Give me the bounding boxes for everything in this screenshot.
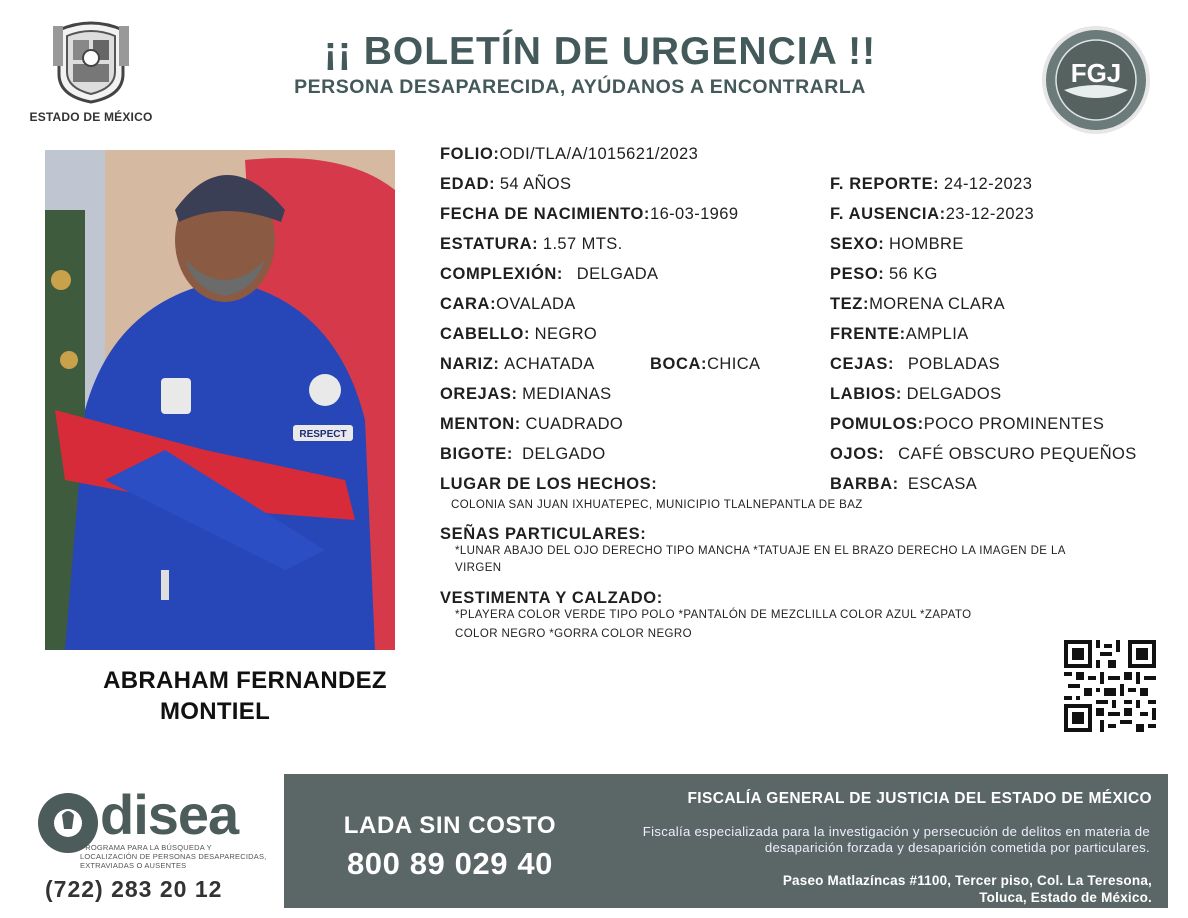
field-cejas: [830, 355, 1000, 374]
qr-code-icon[interactable]: [1064, 640, 1156, 732]
field-f-reporte: [830, 175, 1032, 194]
senas-label: SEÑAS PARTICULARES:: [440, 525, 647, 543]
field-value: ACHATADA: [504, 355, 595, 373]
lada-number[interactable]: 800 89 029 40: [346, 846, 554, 881]
field-value: MORENA CLARA: [869, 295, 1005, 313]
odisea-description: PROGRAMA PARA LA BÚSQUEDA Y LOCALIZACIÓN DE PERSONAS DESAPARECIDAS, EXTRAVIADAS O AUSENTES: [80, 843, 267, 870]
field-value: DELGADO: [522, 445, 606, 463]
estado-de-mexico-logo: [28, 18, 154, 124]
bulletin-title: ¡¡ BOLETÍN DE URGENCIA !!: [323, 30, 877, 73]
field-label: BIGOTE:: [440, 445, 513, 463]
field-lugar-hechos: [440, 475, 657, 494]
field-label: PESO:: [830, 265, 885, 283]
field-value: 24-12-2023: [943, 175, 1033, 193]
field-label: OJOS:: [830, 445, 885, 463]
field-label: FRENTE:: [830, 325, 906, 343]
field-menton: [440, 415, 623, 434]
field-cabello: [440, 325, 597, 344]
field-label: FECHA DE NACIMIENTO:: [440, 205, 650, 223]
field-value: ODI/TLA/A/1015621/2023: [499, 145, 699, 163]
field-label: POMULOS:: [830, 415, 924, 433]
field-value: CHICA: [707, 355, 761, 373]
field-label: LUGAR DE LOS HECHOS:: [440, 475, 658, 493]
field-label: COMPLEXIÓN:: [440, 265, 564, 283]
field-label: EDAD:: [440, 175, 496, 193]
field-folio: [440, 145, 698, 164]
fgj-logo-text: FGJ: [1070, 58, 1122, 88]
senas-text: [455, 543, 1135, 577]
field-complexion: [440, 265, 658, 284]
fiscalia-description: Fiscalía especializada para la investigación y persecución de delitos en materia de desaparición forzada y desaparición cometida por particulares.: [642, 824, 1150, 855]
field-ojos: [830, 445, 1137, 464]
vestimenta-label: VESTIMENTA Y CALZADO:: [440, 589, 663, 607]
vestimenta-line-2: COLOR NEGRO *GORRA COLOR NEGRO: [455, 628, 692, 640]
coat-of-arms-icon: [51, 18, 131, 104]
field-cara: [440, 295, 576, 314]
field-value: NEGRO: [534, 325, 598, 343]
field-value: 16-03-1969: [650, 205, 739, 223]
field-value: 23-12-2023: [945, 205, 1035, 223]
odisea-phone[interactable]: (722) 283 20 12: [45, 876, 223, 902]
odisea-wordmark: disea: [100, 783, 239, 846]
field-value: OVALADA: [496, 295, 576, 313]
field-labios: [830, 385, 1002, 404]
field-label: BOCA:: [650, 355, 708, 373]
field-f-ausencia: [830, 205, 1034, 224]
field-value: CUADRADO: [525, 415, 624, 433]
field-label: NARIZ:: [440, 355, 500, 373]
field-value: POBLADAS: [907, 355, 1001, 373]
field-label: F. REPORTE:: [830, 175, 940, 193]
field-value: 54 AÑOS: [499, 175, 572, 193]
senas-line-1: *LUNAR ABAJO DEL OJO DERECHO TIPO MANCHA *TATUAJE EN EL BRAZO DERECHO LA IMAGEN DE LA: [455, 545, 1066, 557]
field-nariz: [440, 355, 595, 374]
fgj-seal-icon: [1040, 24, 1152, 136]
name-line-1: ABRAHAM FERNANDEZ: [103, 667, 387, 694]
field-estatura: [440, 235, 623, 254]
field-barba: [830, 475, 977, 494]
field-label: LABIOS:: [830, 385, 903, 403]
field-boca: [650, 355, 760, 374]
field-value: AMPLIA: [905, 325, 969, 343]
field-value: 1.57 MTS.: [542, 235, 623, 253]
field-label: BARBA:: [830, 475, 899, 493]
field-orejas: [440, 385, 612, 404]
field-sexo: [830, 235, 964, 254]
lugar-hechos-value: COLONIA SAN JUAN IXHUATEPEC, MUNICIPIO TLALNEPANTLA DE BAZ: [451, 499, 863, 511]
field-value: DELGADA: [576, 265, 659, 283]
field-frente: [830, 325, 969, 344]
address-line-2: Toluca, Estado de México.: [979, 890, 1152, 905]
field-value: ESCASA: [907, 475, 978, 493]
field-label: CARA:: [440, 295, 497, 313]
field-fecha-nacimiento: [440, 205, 738, 224]
field-label: MENTON:: [440, 415, 521, 433]
bulletin-subtitle: PERSONA DESAPARECIDA, AYÚDANOS A ENCONTRARLA: [294, 76, 866, 98]
field-value: HOMBRE: [888, 235, 964, 253]
field-peso: [830, 265, 938, 284]
field-bigote: [440, 445, 606, 464]
field-label: TEZ:: [830, 295, 870, 313]
address-line-1: Paseo Matlazíncas #1100, Tercer piso, Col. La Teresona,: [782, 873, 1152, 888]
field-value: CAFÉ OBSCURO PEQUEÑOS: [898, 445, 1137, 463]
name-line-2: MONTIEL: [159, 698, 271, 725]
field-edad: [440, 175, 571, 194]
person-photo: [45, 150, 395, 650]
field-value: POCO PROMINENTES: [923, 415, 1105, 433]
lada-label: LADA SIN COSTO: [343, 812, 557, 839]
field-label: F. AUSENCIA:: [830, 205, 946, 223]
field-label: ESTATURA:: [440, 235, 539, 253]
jersey-text: RESPECT: [299, 429, 347, 440]
fiscalia-title: FISCALÍA GENERAL DE JUSTICIA DEL ESTADO DE MÉXICO: [687, 790, 1152, 807]
person-name: [70, 665, 420, 727]
field-label: CEJAS:: [830, 355, 895, 373]
field-value: 56 KG: [888, 265, 938, 283]
field-pomulos: [830, 415, 1104, 434]
state-caption: ESTADO DE MÉXICO: [29, 110, 153, 124]
field-label: CABELLO:: [440, 325, 531, 343]
vestimenta-text: [455, 606, 1095, 644]
field-tez: [830, 295, 1005, 314]
vestimenta-line-1: *PLAYERA COLOR VERDE TIPO POLO *PANTALÓN DE MEZCLILLA COLOR AZUL *ZAPATO: [455, 609, 972, 621]
field-value: DELGADOS: [906, 385, 1002, 403]
senas-line-2: VIRGEN: [455, 562, 502, 574]
field-label: SEXO:: [830, 235, 885, 253]
field-label: FOLIO:: [440, 145, 500, 163]
field-value: MEDIANAS: [522, 385, 612, 403]
fiscalia-address: [652, 872, 1152, 906]
field-label: OREJAS:: [440, 385, 518, 403]
